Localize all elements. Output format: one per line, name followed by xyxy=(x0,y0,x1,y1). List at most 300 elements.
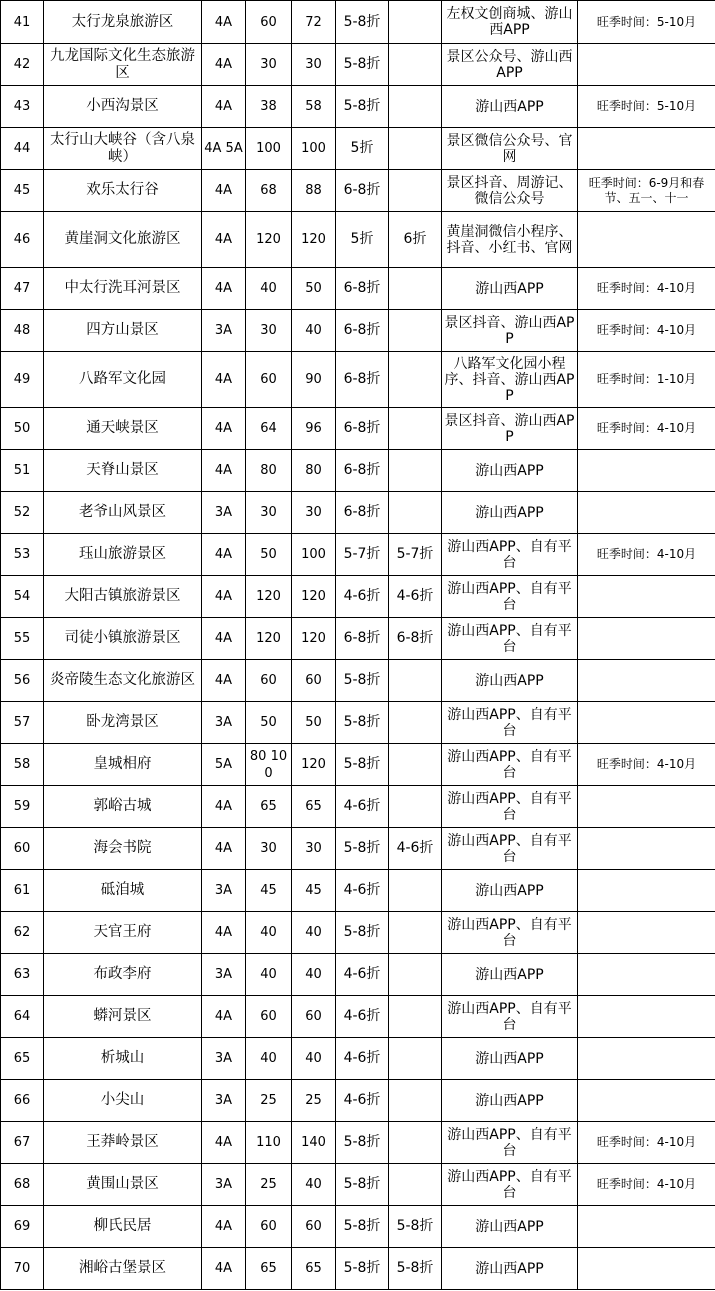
cell-channel: 游山西APP xyxy=(442,870,578,912)
table-row xyxy=(1,744,715,786)
cell-peak-season xyxy=(578,786,715,828)
cell-level: 4A xyxy=(202,44,246,86)
table-row xyxy=(1,534,715,576)
cell-price-b: 88 xyxy=(292,170,336,212)
cell-scenic-name: 王莽岭景区 xyxy=(44,1122,202,1164)
cell-scenic-name: 布政李府 xyxy=(44,954,202,996)
cell-level: 4A xyxy=(202,1122,246,1164)
cell-price-a: 110 xyxy=(246,1122,292,1164)
cell-price-a: 120 xyxy=(246,212,292,268)
cell-channel: 游山西APP、自有平台 xyxy=(442,828,578,870)
table-row xyxy=(1,408,715,450)
cell-discount: 6-8折 xyxy=(336,492,389,534)
cell-discount-2: 4-6折 xyxy=(389,828,442,870)
cell-number: 63 xyxy=(1,954,44,996)
cell-peak-season xyxy=(578,1038,715,1080)
cell-price-b: 60 xyxy=(292,660,336,702)
cell-peak-season: 旺季时间：4-10月 xyxy=(578,534,715,576)
cell-price-b: 120 xyxy=(292,744,336,786)
cell-discount: 4-6折 xyxy=(336,870,389,912)
cell-peak-season: 旺季时间：1-10月 xyxy=(578,352,715,408)
cell-level: 3A xyxy=(202,492,246,534)
cell-peak-season: 旺季时间：6-9月和春节、五一、十一 xyxy=(578,170,715,212)
cell-scenic-name: 郭峪古城 xyxy=(44,786,202,828)
cell-level: 4A xyxy=(202,786,246,828)
cell-discount: 5-8折 xyxy=(336,86,389,128)
cell-peak-season xyxy=(578,44,715,86)
cell-number: 56 xyxy=(1,660,44,702)
cell-level: 4A xyxy=(202,618,246,660)
cell-price-a: 64 xyxy=(246,408,292,450)
cell-discount: 5-8折 xyxy=(336,912,389,954)
cell-price-a: 80 xyxy=(246,450,292,492)
cell-discount-2 xyxy=(389,1038,442,1080)
cell-discount-2: 6-8折 xyxy=(389,618,442,660)
cell-channel: 游山西APP、自有平台 xyxy=(442,618,578,660)
table-row xyxy=(1,618,715,660)
cell-discount-2 xyxy=(389,86,442,128)
cell-peak-season xyxy=(578,1080,715,1122)
cell-price-a: 25 xyxy=(246,1164,292,1206)
cell-scenic-name: 司徒小镇旅游景区 xyxy=(44,618,202,660)
cell-number: 41 xyxy=(1,1,44,44)
cell-peak-season xyxy=(578,954,715,996)
cell-price-a: 40 xyxy=(246,912,292,954)
cell-peak-season: 旺季时间：4-10月 xyxy=(578,744,715,786)
cell-scenic-name: 欢乐太行谷 xyxy=(44,170,202,212)
cell-level: 3A xyxy=(202,870,246,912)
cell-level: 3A xyxy=(202,1080,246,1122)
cell-discount-2 xyxy=(389,954,442,996)
table-row xyxy=(1,1038,715,1080)
cell-scenic-name: 天官王府 xyxy=(44,912,202,954)
cell-peak-season xyxy=(578,618,715,660)
cell-price-a: 60 xyxy=(246,660,292,702)
cell-level: 4A xyxy=(202,170,246,212)
cell-discount: 5折 xyxy=(336,212,389,268)
cell-level: 4A xyxy=(202,268,246,310)
cell-channel: 左权文创商城、游山西APP xyxy=(442,1,578,44)
cell-peak-season: 旺季时间：5-10月 xyxy=(578,86,715,128)
cell-discount: 5-8折 xyxy=(336,744,389,786)
cell-level: 3A xyxy=(202,310,246,352)
cell-price-b: 50 xyxy=(292,702,336,744)
cell-channel: 游山西APP xyxy=(442,492,578,534)
cell-price-a: 40 xyxy=(246,268,292,310)
cell-discount-2 xyxy=(389,1080,442,1122)
cell-scenic-name: 四方山景区 xyxy=(44,310,202,352)
cell-discount: 6-8折 xyxy=(336,408,389,450)
cell-price-b: 45 xyxy=(292,870,336,912)
cell-peak-season xyxy=(578,1248,715,1290)
cell-number: 60 xyxy=(1,828,44,870)
cell-discount: 4-6折 xyxy=(336,1080,389,1122)
cell-price-a: 25 xyxy=(246,1080,292,1122)
cell-discount: 5-8折 xyxy=(336,44,389,86)
table-row xyxy=(1,702,715,744)
table-row xyxy=(1,310,715,352)
cell-price-b: 30 xyxy=(292,492,336,534)
cell-level: 3A xyxy=(202,1038,246,1080)
cell-price-b: 90 xyxy=(292,352,336,408)
table-row xyxy=(1,268,715,310)
cell-price-a: 38 xyxy=(246,86,292,128)
cell-discount-2 xyxy=(389,170,442,212)
cell-scenic-name: 老爷山风景区 xyxy=(44,492,202,534)
table-row xyxy=(1,44,715,86)
cell-discount: 5-8折 xyxy=(336,1,389,44)
cell-level: 3A xyxy=(202,702,246,744)
cell-discount-2 xyxy=(389,744,442,786)
cell-price-b: 60 xyxy=(292,1206,336,1248)
cell-scenic-name: 黄崖洞文化旅游区 xyxy=(44,212,202,268)
cell-peak-season xyxy=(578,702,715,744)
cell-discount: 5-8折 xyxy=(336,1164,389,1206)
cell-channel: 游山西APP xyxy=(442,86,578,128)
cell-number: 47 xyxy=(1,268,44,310)
cell-peak-season: 旺季时间：4-10月 xyxy=(578,268,715,310)
cell-price-a: 45 xyxy=(246,870,292,912)
cell-price-b: 58 xyxy=(292,86,336,128)
cell-price-a: 40 xyxy=(246,1038,292,1080)
cell-price-b: 100 xyxy=(292,128,336,170)
cell-discount-2 xyxy=(389,660,442,702)
cell-discount-2 xyxy=(389,786,442,828)
cell-level: 4A xyxy=(202,1,246,44)
cell-scenic-name: 卧龙湾景区 xyxy=(44,702,202,744)
cell-channel: 游山西APP xyxy=(442,660,578,702)
cell-number: 68 xyxy=(1,1164,44,1206)
cell-level: 3A xyxy=(202,954,246,996)
cell-channel: 游山西APP、自有平台 xyxy=(442,534,578,576)
cell-scenic-name: 海会书院 xyxy=(44,828,202,870)
cell-discount-2: 5-8折 xyxy=(389,1206,442,1248)
cell-scenic-name: 大阳古镇旅游景区 xyxy=(44,576,202,618)
cell-level: 4A xyxy=(202,996,246,1038)
cell-number: 66 xyxy=(1,1080,44,1122)
cell-price-a: 60 xyxy=(246,352,292,408)
cell-price-b: 30 xyxy=(292,44,336,86)
cell-discount-2: 5-7折 xyxy=(389,534,442,576)
table-row xyxy=(1,1080,715,1122)
table-row xyxy=(1,912,715,954)
cell-number: 59 xyxy=(1,786,44,828)
table-row xyxy=(1,954,715,996)
cell-price-a: 60 xyxy=(246,996,292,1038)
cell-discount: 4-6折 xyxy=(336,786,389,828)
cell-peak-season xyxy=(578,450,715,492)
cell-number: 58 xyxy=(1,744,44,786)
cell-price-b: 40 xyxy=(292,912,336,954)
cell-price-a: 120 xyxy=(246,576,292,618)
cell-discount-2 xyxy=(389,310,442,352)
cell-discount-2 xyxy=(389,268,442,310)
cell-price-b: 65 xyxy=(292,1248,336,1290)
cell-price-b: 50 xyxy=(292,268,336,310)
table-row xyxy=(1,352,715,408)
cell-discount: 4-6折 xyxy=(336,1038,389,1080)
cell-discount-2: 5-8折 xyxy=(389,1248,442,1290)
cell-number: 46 xyxy=(1,212,44,268)
cell-price-b: 40 xyxy=(292,310,336,352)
cell-channel: 游山西APP、自有平台 xyxy=(442,786,578,828)
cell-level: 4A xyxy=(202,912,246,954)
cell-discount-2 xyxy=(389,1,442,44)
cell-number: 44 xyxy=(1,128,44,170)
cell-scenic-name: 黄围山景区 xyxy=(44,1164,202,1206)
cell-discount: 6-8折 xyxy=(336,352,389,408)
cell-peak-season xyxy=(578,870,715,912)
cell-number: 65 xyxy=(1,1038,44,1080)
cell-discount: 6-8折 xyxy=(336,618,389,660)
cell-discount: 6-8折 xyxy=(336,170,389,212)
cell-peak-season xyxy=(578,576,715,618)
cell-channel: 游山西APP、自有平台 xyxy=(442,996,578,1038)
table-body xyxy=(1,1,715,1290)
cell-peak-season: 旺季时间：4-10月 xyxy=(578,408,715,450)
cell-number: 49 xyxy=(1,352,44,408)
cell-level: 4A xyxy=(202,534,246,576)
table-row xyxy=(1,170,715,212)
table-row xyxy=(1,86,715,128)
cell-discount: 6-8折 xyxy=(336,310,389,352)
cell-peak-season xyxy=(578,212,715,268)
cell-discount-2 xyxy=(389,44,442,86)
cell-price-b: 60 xyxy=(292,996,336,1038)
cell-channel: 黄崖洞微信小程序、抖音、小红书、官网 xyxy=(442,212,578,268)
cell-level: 4A xyxy=(202,408,246,450)
cell-channel: 景区抖音、游山西APP xyxy=(442,408,578,450)
cell-scenic-name: 湘峪古堡景区 xyxy=(44,1248,202,1290)
table-row xyxy=(1,828,715,870)
cell-discount: 6-8折 xyxy=(336,450,389,492)
cell-discount: 5-7折 xyxy=(336,534,389,576)
cell-peak-season: 旺季时间：5-10月 xyxy=(578,1,715,44)
cell-channel: 游山西APP、自有平台 xyxy=(442,1122,578,1164)
cell-channel: 景区公众号、游山西APP xyxy=(442,44,578,86)
cell-number: 52 xyxy=(1,492,44,534)
cell-price-b: 100 xyxy=(292,534,336,576)
cell-number: 67 xyxy=(1,1122,44,1164)
cell-discount-2 xyxy=(389,492,442,534)
cell-number: 43 xyxy=(1,86,44,128)
cell-discount-2: 4-6折 xyxy=(389,576,442,618)
cell-price-a: 50 xyxy=(246,534,292,576)
cell-level: 5A xyxy=(202,744,246,786)
cell-price-a: 50 xyxy=(246,702,292,744)
table-row xyxy=(1,660,715,702)
cell-channel: 游山西APP xyxy=(442,1206,578,1248)
cell-number: 51 xyxy=(1,450,44,492)
cell-level: 4A 5A xyxy=(202,128,246,170)
cell-channel: 游山西APP、自有平台 xyxy=(442,912,578,954)
cell-peak-season: 旺季时间：4-10月 xyxy=(578,310,715,352)
cell-channel: 游山西APP、自有平台 xyxy=(442,702,578,744)
cell-discount: 6-8折 xyxy=(336,268,389,310)
cell-price-b: 40 xyxy=(292,1038,336,1080)
table-row xyxy=(1,1164,715,1206)
table-row xyxy=(1,492,715,534)
cell-scenic-name: 太行龙泉旅游区 xyxy=(44,1,202,44)
cell-scenic-name: 中太行洗耳河景区 xyxy=(44,268,202,310)
cell-discount: 5-8折 xyxy=(336,702,389,744)
cell-peak-season xyxy=(578,660,715,702)
cell-discount: 5-8折 xyxy=(336,828,389,870)
cell-discount: 5-8折 xyxy=(336,1122,389,1164)
cell-number: 69 xyxy=(1,1206,44,1248)
cell-price-b: 65 xyxy=(292,786,336,828)
cell-channel: 游山西APP xyxy=(442,1248,578,1290)
cell-level: 4A xyxy=(202,828,246,870)
cell-level: 4A xyxy=(202,86,246,128)
cell-discount-2 xyxy=(389,996,442,1038)
cell-price-b: 72 xyxy=(292,1,336,44)
cell-scenic-name: 蟒河景区 xyxy=(44,996,202,1038)
cell-price-a: 30 xyxy=(246,828,292,870)
table-row xyxy=(1,128,715,170)
cell-discount-2 xyxy=(389,450,442,492)
cell-channel: 游山西APP xyxy=(442,1080,578,1122)
cell-number: 42 xyxy=(1,44,44,86)
cell-discount: 4-6折 xyxy=(336,996,389,1038)
cell-discount: 4-6折 xyxy=(336,576,389,618)
cell-discount-2 xyxy=(389,1122,442,1164)
cell-discount-2: 6折 xyxy=(389,212,442,268)
cell-price-a: 120 xyxy=(246,618,292,660)
cell-peak-season xyxy=(578,1206,715,1248)
cell-price-a: 60 xyxy=(246,1,292,44)
cell-peak-season xyxy=(578,912,715,954)
cell-price-b: 30 xyxy=(292,828,336,870)
cell-scenic-name: 析城山 xyxy=(44,1038,202,1080)
cell-discount-2 xyxy=(389,912,442,954)
table-row xyxy=(1,450,715,492)
cell-discount-2 xyxy=(389,870,442,912)
cell-price-b: 80 xyxy=(292,450,336,492)
cell-price-b: 120 xyxy=(292,576,336,618)
table-row xyxy=(1,1248,715,1290)
cell-price-a: 30 xyxy=(246,492,292,534)
cell-number: 61 xyxy=(1,870,44,912)
cell-scenic-name: 皇城相府 xyxy=(44,744,202,786)
cell-channel: 游山西APP xyxy=(442,450,578,492)
cell-peak-season xyxy=(578,996,715,1038)
cell-price-a: 30 xyxy=(246,44,292,86)
cell-price-b: 25 xyxy=(292,1080,336,1122)
cell-scenic-name: 炎帝陵生态文化旅游区 xyxy=(44,660,202,702)
table-row xyxy=(1,870,715,912)
table-row xyxy=(1,1122,715,1164)
cell-number: 50 xyxy=(1,408,44,450)
table-row xyxy=(1,1,715,44)
cell-price-a: 100 xyxy=(246,128,292,170)
table-row xyxy=(1,212,715,268)
cell-channel: 游山西APP、自有平台 xyxy=(442,1164,578,1206)
cell-peak-season: 旺季时间：4-10月 xyxy=(578,1164,715,1206)
cell-price-b: 40 xyxy=(292,954,336,996)
cell-price-a: 40 xyxy=(246,954,292,996)
cell-discount: 5-8折 xyxy=(336,1206,389,1248)
cell-discount: 5-8折 xyxy=(336,1248,389,1290)
cell-scenic-name: 珏山旅游景区 xyxy=(44,534,202,576)
cell-price-a: 65 xyxy=(246,786,292,828)
cell-channel: 游山西APP xyxy=(442,1038,578,1080)
cell-peak-season xyxy=(578,828,715,870)
cell-level: 4A xyxy=(202,1248,246,1290)
cell-discount: 4-6折 xyxy=(336,954,389,996)
cell-number: 53 xyxy=(1,534,44,576)
cell-number: 55 xyxy=(1,618,44,660)
cell-price-b: 120 xyxy=(292,212,336,268)
cell-number: 45 xyxy=(1,170,44,212)
cell-price-b: 120 xyxy=(292,618,336,660)
cell-discount-2 xyxy=(389,1164,442,1206)
cell-discount-2 xyxy=(389,352,442,408)
cell-channel: 游山西APP、自有平台 xyxy=(442,576,578,618)
cell-scenic-name: 柳氏民居 xyxy=(44,1206,202,1248)
cell-channel: 景区抖音、游山西APP xyxy=(442,310,578,352)
table-row xyxy=(1,996,715,1038)
cell-number: 62 xyxy=(1,912,44,954)
cell-price-a: 80 100 xyxy=(246,744,292,786)
cell-level: 4A xyxy=(202,212,246,268)
cell-peak-season xyxy=(578,492,715,534)
cell-number: 54 xyxy=(1,576,44,618)
table-row xyxy=(1,786,715,828)
cell-channel: 游山西APP xyxy=(442,268,578,310)
cell-scenic-name: 八路军文化园 xyxy=(44,352,202,408)
cell-level: 4A xyxy=(202,576,246,618)
cell-number: 70 xyxy=(1,1248,44,1290)
cell-peak-season xyxy=(578,128,715,170)
cell-number: 57 xyxy=(1,702,44,744)
cell-scenic-name: 太行山大峡谷（含八泉峡） xyxy=(44,128,202,170)
cell-price-a: 30 xyxy=(246,310,292,352)
cell-price-b: 96 xyxy=(292,408,336,450)
cell-scenic-name: 砥洎城 xyxy=(44,870,202,912)
cell-scenic-name: 小尖山 xyxy=(44,1080,202,1122)
cell-discount-2 xyxy=(389,702,442,744)
cell-channel: 景区微信公众号、官网 xyxy=(442,128,578,170)
cell-level: 4A xyxy=(202,450,246,492)
cell-scenic-name: 天脊山景区 xyxy=(44,450,202,492)
cell-peak-season: 旺季时间：4-10月 xyxy=(578,1122,715,1164)
cell-level: 4A xyxy=(202,660,246,702)
cell-channel: 八路军文化园小程序、抖音、游山西APP xyxy=(442,352,578,408)
table-row xyxy=(1,1206,715,1248)
cell-level: 4A xyxy=(202,1206,246,1248)
cell-channel: 景区抖音、周游记、微信公众号 xyxy=(442,170,578,212)
cell-discount-2 xyxy=(389,128,442,170)
cell-price-b: 40 xyxy=(292,1164,336,1206)
cell-scenic-name: 小西沟景区 xyxy=(44,86,202,128)
table-row xyxy=(1,576,715,618)
cell-discount: 5折 xyxy=(336,128,389,170)
cell-price-a: 68 xyxy=(246,170,292,212)
cell-level: 4A xyxy=(202,352,246,408)
cell-scenic-name: 九龙国际文化生态旅游区 xyxy=(44,44,202,86)
cell-channel: 游山西APP xyxy=(442,954,578,996)
cell-price-a: 60 xyxy=(246,1206,292,1248)
cell-number: 64 xyxy=(1,996,44,1038)
cell-discount: 5-8折 xyxy=(336,660,389,702)
cell-discount-2 xyxy=(389,408,442,450)
cell-number: 48 xyxy=(1,310,44,352)
cell-level: 3A xyxy=(202,1164,246,1206)
cell-scenic-name: 通天峡景区 xyxy=(44,408,202,450)
cell-price-b: 140 xyxy=(292,1122,336,1164)
cell-price-a: 65 xyxy=(246,1248,292,1290)
